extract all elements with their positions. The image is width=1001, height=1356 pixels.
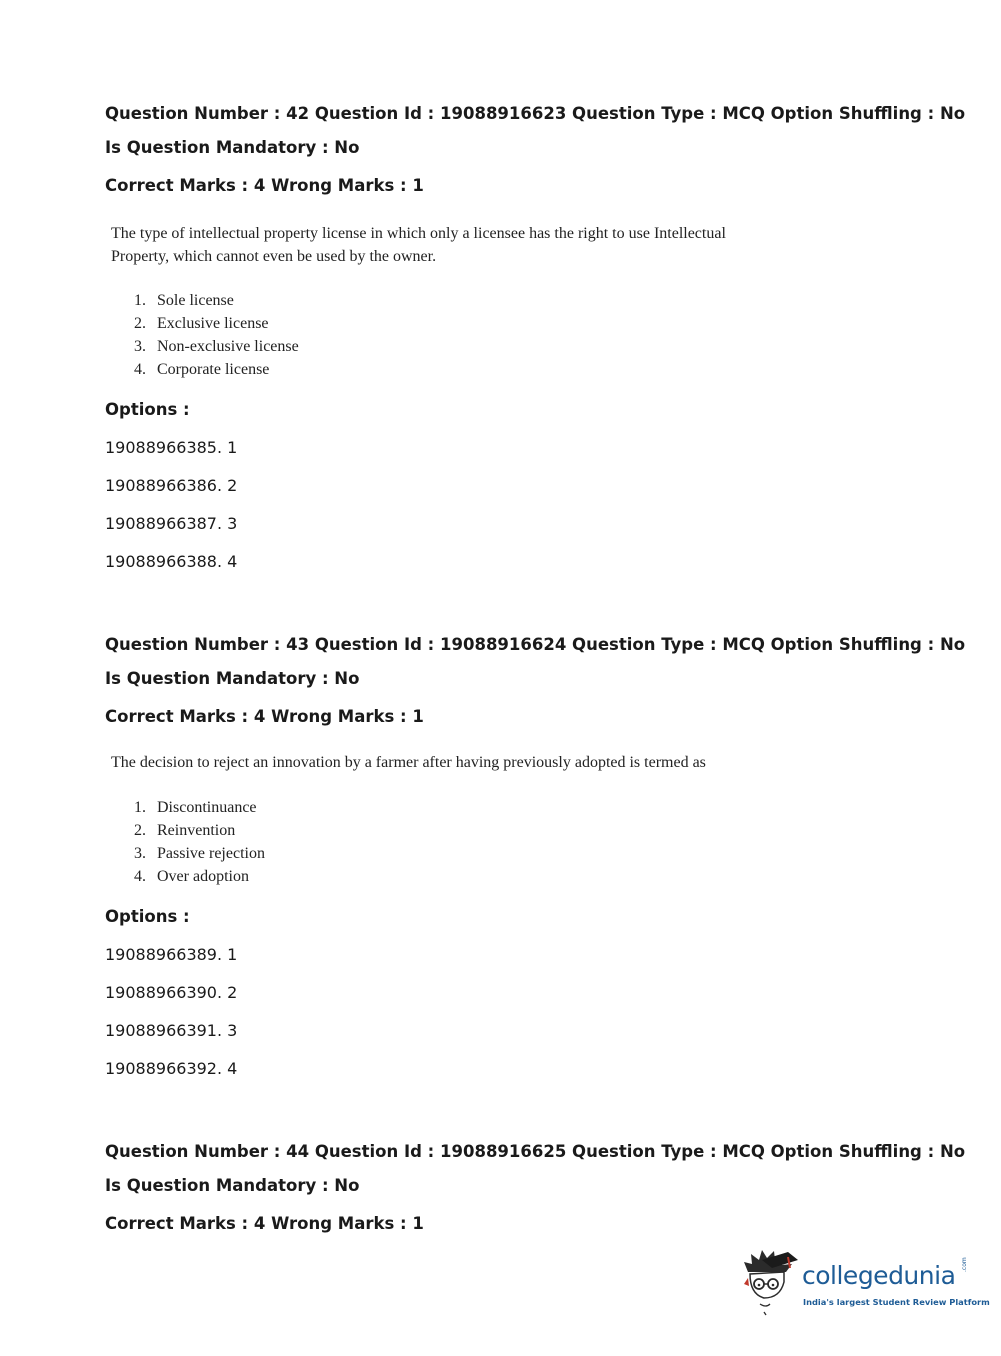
choice-number: 4.	[134, 361, 146, 378]
choice-item	[134, 335, 299, 358]
question-stem	[111, 751, 751, 774]
option-item: 19088966388. 4	[105, 552, 238, 571]
options-title: Options :	[105, 400, 190, 419]
question-header: Question Number : 44 Question Id : 19088916625 Question Type : MCQ Option Shuffling : No	[105, 1142, 966, 1161]
option-item: 19088966392. 4	[105, 1059, 238, 1078]
choice-text: Passive rejection	[157, 845, 265, 862]
choice-text: Non-exclusive license	[157, 338, 299, 355]
choice-list	[134, 289, 299, 381]
question-mandatory: Is Question Mandatory : No	[105, 669, 360, 688]
question-header: Question Number : 43 Question Id : 19088916624 Question Type : MCQ Option Shuffling : No	[105, 635, 966, 654]
choice-number: 4.	[134, 868, 146, 885]
choice-item	[134, 312, 299, 335]
option-item: 19088966391. 3	[105, 1021, 238, 1040]
question-marks: Correct Marks : 4 Wrong Marks : 1	[105, 176, 424, 195]
option-item: 19088966390. 2	[105, 983, 238, 1002]
choice-item	[134, 842, 265, 865]
question-marks: Correct Marks : 4 Wrong Marks : 1	[105, 1214, 424, 1233]
question-marks: Correct Marks : 4 Wrong Marks : 1	[105, 707, 424, 726]
option-item: 19088966389. 1	[105, 945, 238, 964]
choice-item	[134, 865, 265, 888]
choice-number: 1.	[134, 292, 146, 309]
logo-wordmark: collegedunia	[802, 1261, 956, 1290]
question-stem-line: The decision to reject an innovation by a farmer after having previously adopted is termed as	[111, 754, 706, 771]
option-item: 19088966386. 2	[105, 476, 238, 495]
collegedunia-logo	[742, 1248, 990, 1320]
choice-number: 3.	[134, 338, 146, 355]
choice-item	[134, 358, 299, 381]
choice-text: Exclusive license	[157, 315, 269, 332]
option-item: 19088966385. 1	[105, 438, 238, 457]
choice-number: 2.	[134, 822, 146, 839]
options-title: Options :	[105, 907, 190, 926]
logo-tagline: India's largest Student Review Platform	[803, 1297, 990, 1307]
choice-text: Sole license	[157, 292, 234, 309]
choice-number: 1.	[134, 799, 146, 816]
choice-item	[134, 289, 299, 312]
question-stem-line: The type of intellectual property license in which only a licensee has the right to use Intellectual	[111, 225, 726, 242]
question-mandatory: Is Question Mandatory : No	[105, 138, 360, 157]
choice-item	[134, 796, 265, 819]
choice-text: Corporate license	[157, 361, 270, 378]
choice-list	[134, 796, 265, 888]
choice-text: Discontinuance	[157, 799, 257, 816]
choice-text: Reinvention	[157, 822, 236, 839]
mascot-icon	[742, 1248, 800, 1316]
logo-tld: .com	[961, 1257, 968, 1272]
question-header: Question Number : 42 Question Id : 19088916623 Question Type : MCQ Option Shuffling : No	[105, 104, 966, 123]
question-mandatory: Is Question Mandatory : No	[105, 1176, 360, 1195]
choice-item	[134, 819, 265, 842]
question-stem-line: Property, which cannot even be used by the owner.	[111, 248, 437, 265]
choice-number: 2.	[134, 315, 146, 332]
choice-text: Over adoption	[157, 868, 249, 885]
question-stem	[111, 222, 751, 268]
option-item: 19088966387. 3	[105, 514, 238, 533]
choice-number: 3.	[134, 845, 146, 862]
